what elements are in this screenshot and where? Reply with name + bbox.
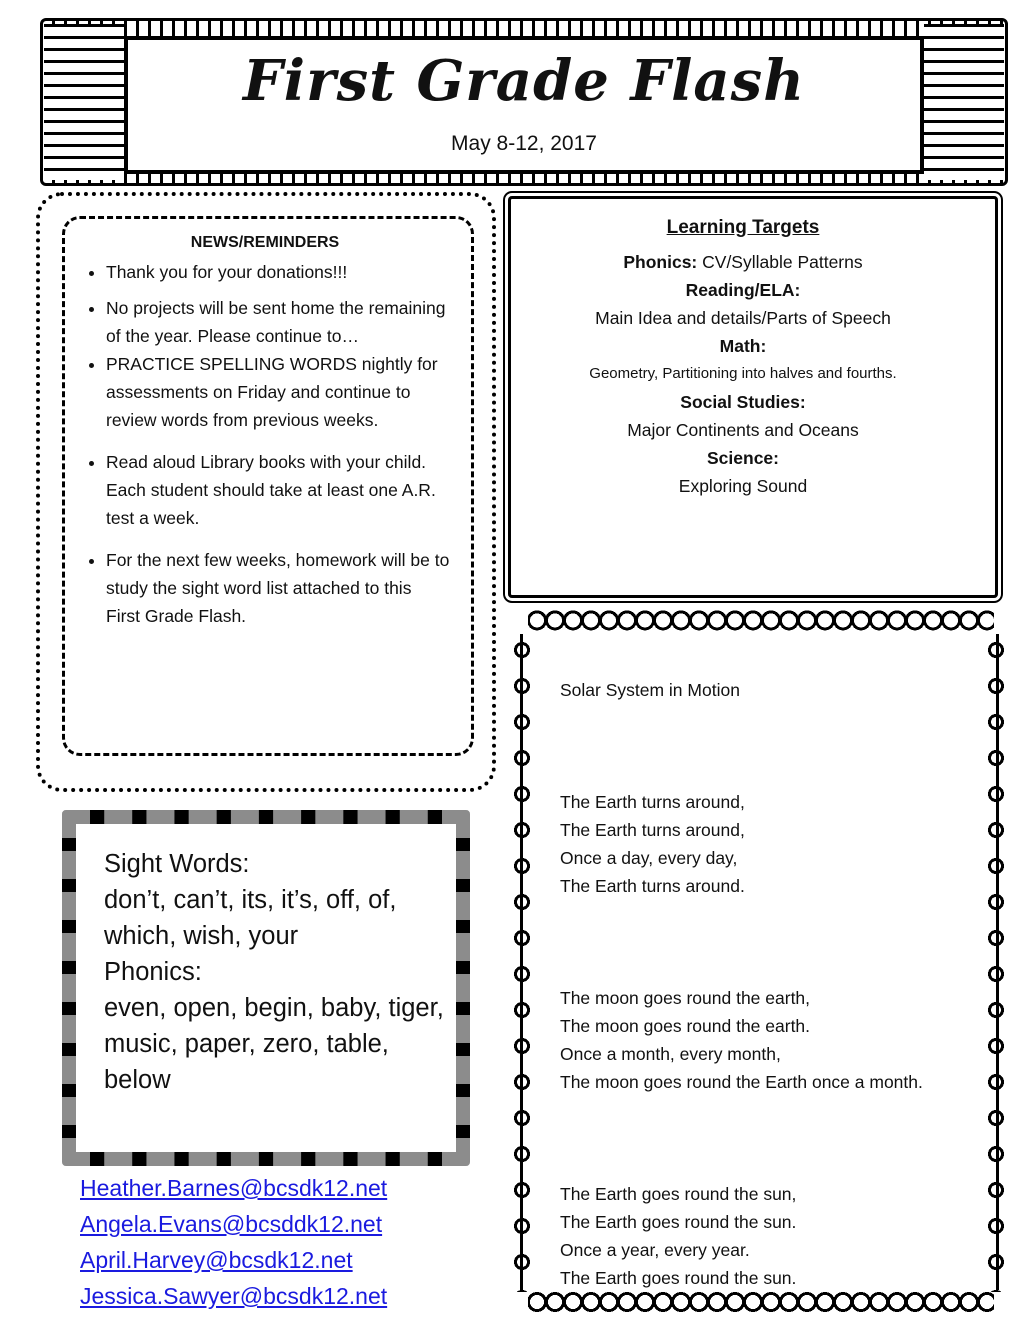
email-link-heather-barnes[interactable]: Heather.Barnes@bcsdk12.net (80, 1175, 388, 1201)
phonics-words-list: even, open, begin, baby, tiger, music, paper, zero, table, below (104, 994, 444, 1094)
poem-border-right-loops (984, 632, 1008, 1292)
phonics-words-label: Phonics: (104, 958, 202, 986)
news-item: • Thank you for your donations!!! (106, 258, 450, 286)
poem-border-top (528, 600, 994, 634)
newsletter-date: May 8-12, 2017 (451, 132, 597, 155)
poem-stanza-2: The moon goes round the earth, The moon goes round the earth. Once a month, every month, The moon goes round the Earth once a month. (560, 988, 923, 1092)
phonics-target-value: CV/Syllable Patterns (697, 252, 863, 272)
reading-target-label: Reading/ELA: (685, 280, 801, 300)
news-item: • No projects will be sent home the remaining of the year. Please continue to… (106, 294, 450, 350)
social-studies-target-label: Social Studies: (680, 392, 806, 412)
sight-words-section (104, 846, 444, 1098)
poem-stanza-3: The Earth goes round the sun, The Earth goes round the sun. Once a year, every year. The Earth goes round the sun. (560, 1184, 797, 1288)
email-link-angela-evans[interactable]: Angela.Evans@bcsddk12.net (80, 1211, 383, 1237)
poem-border-left-loops (510, 632, 534, 1292)
news-item: • For the next few weeks, homework will be to study the sight word list attached to this First Grade Flash. (106, 546, 450, 630)
news-item: • Read aloud Library books with your child. Each student should take at least one A.R. test a week. (106, 448, 450, 532)
reading-target-value: Main Idea and details/Parts of Speech (595, 308, 891, 328)
phonics-target (530, 248, 956, 276)
math-target-value: Geometry, Partitioning into halves and fourths. (589, 365, 897, 382)
science-target-value: Exploring Sound (678, 476, 808, 496)
science-target-label: Science: (707, 448, 779, 468)
learning-targets-heading: Learning Targets (666, 217, 820, 238)
teacher-emails (80, 1170, 500, 1314)
email-link-jessica-sawyer[interactable]: Jessica.Sawyer@bcsdk12.net (80, 1283, 388, 1309)
header-stripes-right (924, 24, 1004, 180)
poem (560, 648, 970, 1320)
email-link-april-harvey[interactable]: April.Harvey@bcsdk12.net (80, 1247, 353, 1273)
news-heading: NEWS/REMINDERS (190, 234, 340, 251)
social-studies-target-value: Major Continents and Oceans (627, 420, 859, 440)
learning-targets (530, 214, 956, 500)
sight-words-list: don’t, can’t, its, it’s, off, of, which, wish, your (104, 886, 397, 950)
news-list (82, 258, 450, 644)
poem-title: Solar System in Motion (560, 680, 740, 700)
sight-words-label: Sight Words: (104, 850, 250, 878)
poem-stanza-1: The Earth turns around, The Earth turns around, Once a day, every day, The Earth turns around. (560, 792, 745, 896)
header-stripes-left (44, 24, 124, 180)
phonics-target-label: Phonics: (623, 252, 698, 272)
math-target-label: Math: (719, 336, 767, 356)
news-item: • PRACTICE SPELLING WORDS nightly for assessments on Friday and continue to review words from previous weeks. (106, 350, 450, 434)
page-title: First Grade Flash (243, 48, 805, 114)
